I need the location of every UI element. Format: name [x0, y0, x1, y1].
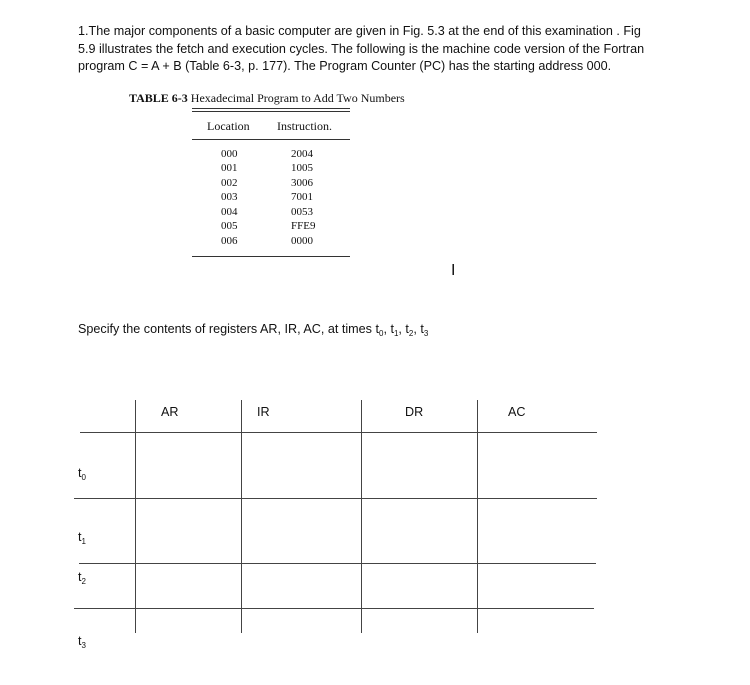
separator: , [413, 322, 421, 336]
column-header-dr: DR [405, 405, 424, 419]
grid-line-vertical [241, 400, 242, 633]
grid-line-vertical [361, 400, 362, 633]
separator: , [383, 322, 391, 336]
question-line: 1.The major components of a basic computer are given in Fig. 5.3 at the end of this examination . Fig [78, 24, 641, 38]
row-label-t1: $t_1$ [78, 530, 86, 546]
location-cell: 000 [221, 148, 238, 160]
grid-line-horizontal [74, 608, 594, 609]
location-cell: 001 [221, 162, 238, 174]
grid-line-horizontal [80, 432, 597, 433]
instruction-cell: 0000 [291, 235, 313, 247]
location-cell: 002 [221, 177, 238, 189]
question-line: 5.9 illustrates the fetch and execution cycles. The following is the machine code version of the Fortran [78, 41, 645, 56]
time-symbol: t [420, 322, 424, 336]
grid-line-horizontal [74, 498, 597, 499]
time-symbol: t [405, 322, 409, 336]
instruction-cell: 7001 [291, 191, 313, 203]
instruction-cell: FFE9 [291, 220, 316, 232]
instruction-prompt: Specify the contents of registers AR, IR, AC, at times [78, 322, 376, 336]
column-header-ir: IR [257, 405, 270, 419]
table-caption: Hexadecimal Program to Add Two Numbers [190, 91, 405, 105]
grid-line-vertical [477, 400, 478, 633]
question-line: program C = A + B (Table 6-3, p. 177). The Program Counter (PC) has the starting address 000. [78, 59, 612, 73]
row-label-t2: $t_2$ [78, 570, 86, 586]
instruction-cell: 2004 [291, 148, 313, 160]
table-number: TABLE 6-3 [129, 91, 188, 105]
column-header-ac: AC [508, 405, 526, 419]
row-label-t0: $t_0$ [78, 466, 86, 482]
location-cell: 003 [221, 191, 238, 203]
location-cell: 005 [221, 220, 238, 232]
location-cell: 006 [221, 235, 238, 247]
time-subscript: 0 [378, 329, 384, 338]
column-header-instruction: Instruction. [277, 119, 332, 133]
column-header-ar: AR [161, 405, 179, 419]
instruction-cell: 1005 [291, 162, 313, 174]
time-symbol: t [390, 322, 394, 336]
column-header-location: Location [207, 119, 250, 133]
location-cell: 004 [221, 206, 238, 218]
instruction-cell: 3006 [291, 177, 313, 189]
grid-line-horizontal [79, 563, 596, 564]
separator: , [398, 322, 406, 336]
text-cursor-icon: I [451, 262, 456, 279]
time-symbol: t [375, 322, 379, 336]
time-subscript: 2 [408, 329, 414, 338]
time-subscript: 3 [423, 329, 429, 338]
row-label-t3: $t_3$ [78, 634, 86, 650]
instruction-cell: 0053 [291, 206, 313, 218]
time-subscript: 1 [393, 329, 399, 338]
grid-line-vertical [135, 400, 136, 633]
